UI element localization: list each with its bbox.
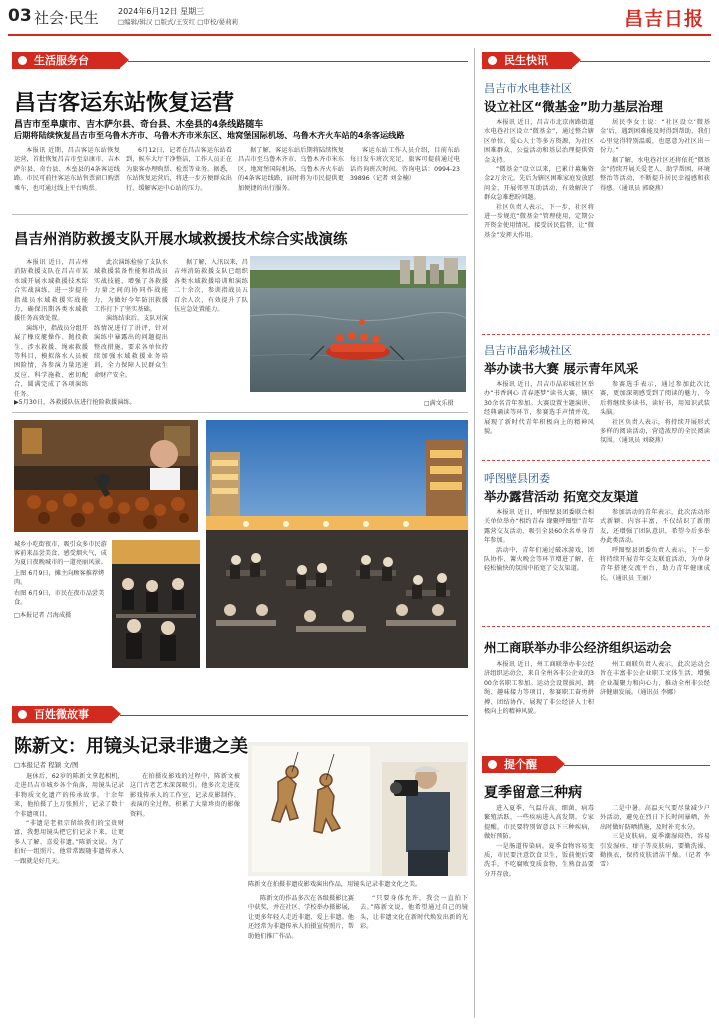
- hutubi-paragraph: 本报讯 近日，呼图壁县团委联合相关单位举办“相约青春 缘聚呼图壁”青年露营交友活动，吸引全县60余名单身青年参加。: [484, 509, 594, 545]
- bus-col-1: [14, 146, 120, 208]
- water-col-2: [600, 118, 710, 330]
- bus-paragraph: 据了解，客运东站后期将陆续恢复昌吉市至乌鲁木齐市、乌鲁木齐市米东区、地窝堡国际机场、乌鲁木齐火车站的4条客运线路，届时将为市民提供更加便捷的出行服务。: [238, 147, 344, 192]
- hutubi-paragraph: 呼图壁县团委负责人表示，下一步将持续开展青年交友联谊活动，为单身青年搭建交流平台，助力青年健康成长。（通讯员 王丽）: [600, 546, 710, 582]
- bus-col-3: [238, 146, 344, 208]
- federation-headline: 州工商联举办非公经济组织运动会: [484, 640, 672, 655]
- chen-paragraph: 陈新文的作品多次在各级摄影比赛中获奖，并在社区、学校举办摄影展，让更多年轻人走近非遗、爱上非遗。他还经常为非遗传承人拍摄宣传照片，帮助他们推广作品。: [248, 895, 354, 940]
- masthead: [0, 0, 719, 38]
- masthead-rule: [8, 34, 711, 36]
- jingcai-col-2: [600, 380, 710, 456]
- tab-tips-label: 提个醒: [504, 758, 537, 771]
- barbecue-image: [14, 420, 198, 532]
- summer-paragraph: 进入夏季，气温升高，细菌、病毒繁殖活跃，一些疾病进入高发期。专家提醒，市民要特别留意以下三种疾病，做好预防。: [484, 805, 594, 841]
- chen-col-2: [130, 772, 240, 1016]
- photographer-image: [248, 742, 468, 876]
- chen-headline: 陈新文：用镜头记录非遗之美: [14, 736, 248, 757]
- barbecue-photo: [14, 420, 198, 532]
- jingcai-paragraph: 社区负责人表示，将持续开展形式多样的阅读活动，营造浓厚的全民阅读氛围。（通讯员 刘晓燕）: [600, 418, 710, 445]
- tab-tips: [482, 756, 556, 773]
- fire-col-1: [14, 258, 88, 398]
- tab-people-express-label: 民生快讯: [504, 54, 548, 67]
- water-paragraph: 社区负责人表示，下一步，社区将进一步规范“微基金”管理使用，定期公开资金使用情况，接受居民监督，让“微基金”发挥大作用。: [484, 203, 594, 239]
- night-market-photo-2: [112, 540, 200, 668]
- jingcai-col-1: [484, 380, 594, 456]
- divider: [482, 626, 710, 627]
- federation-paragraph: 州工商联负责人表示，此次运动会旨在丰富非公企业职工文体生活，增强企业凝聚力和向心力，推动全州非公经济健康发展。（通讯员 李娜）: [600, 661, 710, 697]
- page-number: 03: [8, 6, 32, 26]
- water-headline: 设立社区“微基金”助力基层治理: [484, 99, 663, 114]
- chen-col-1: [14, 772, 124, 1016]
- fire-paragraph: 据了解，入汛以来，昌吉州消防救援支队已组织各类水域救援培训和演练二十余次，参训指战员五百余人次，有效提升了队伍应急处置能力。: [174, 259, 248, 314]
- hutubi-headline: 举办露营活动 拓宽交友渠道: [484, 489, 639, 504]
- chen-photo: [248, 742, 468, 876]
- water-paragraph: “微基金”设立以来，已累计募集资金2万余元，先后为辖区困难家庭发放慰问金、开展邻里互助活动，有效解决了群众急难愁盼问题。: [484, 166, 594, 202]
- summer-col-1: [484, 804, 594, 1016]
- divider: [482, 334, 710, 335]
- hutubi-paragraph: 参加活动的青年表示，此次活动形式新颖、内容丰富，不仅结识了新朋友，还增强了团队意识，希望今后多举办此类活动。: [600, 509, 710, 545]
- fire-col-3: [174, 258, 248, 398]
- night-market-image-2: [112, 540, 200, 668]
- jingcai-headline: 举办读书大赛 展示青年风采: [484, 361, 639, 376]
- night-market-credit: □本报记者 吕海成摄: [14, 612, 72, 619]
- editor-credits: □编辑/辑汉 □版式/王安红 □审校/晏莉莉: [118, 18, 239, 26]
- fire-headline: 昌吉州消防救援支队开展水域救援技术综合实战演练: [14, 232, 348, 248]
- hutubi-col-1: [484, 508, 594, 620]
- fire-paragraph: 本报讯 近日，昌吉州消防救援支队在昌吉市某水域开展水域救援技术综合实战演练，进一步提升指战员水域救援实战能力，确保汛期各类水域救援任务高效处置。: [14, 259, 88, 323]
- issue-date: 2024年6月12日 星期三: [118, 7, 205, 16]
- fire-col-2: [94, 258, 168, 398]
- lake-rescue-image: [250, 256, 466, 392]
- chen-col-3: [248, 894, 354, 1016]
- jingcai-paragraph: 参赛选手表示，通过参加此次比赛，更加深刻感受到了阅读的魅力，今后将继续多读书、读好书，用知识武装头脑。: [600, 381, 710, 417]
- water-paragraph: 居民李女士说：“社区设立‘微基金’后，遇到困难能及时得到帮助，我们心里觉得特别温暖，也愿意为社区出一份力。”: [600, 119, 710, 155]
- bus-paragraph: 本报讯 近期，昌吉客运东站恢复运营，首批恢复昌吉市至阜康市、吉木萨尔县、奇台县、木垒县的4条客运线路。市民可前往客运东站售票窗口购票乘车，也可通过线上平台购票。: [14, 147, 120, 192]
- bus-col-2: [126, 146, 232, 208]
- newspaper-logo: 昌吉日报: [624, 8, 705, 30]
- water-paragraph: 据了解，水电巷社区还将依托“微基金”持续开展关爱老人、助学帮困、环境整治等活动，不断提升居民幸福感和获得感。（通讯员 郭晓燕）: [600, 156, 710, 192]
- night-market-caption-box: [14, 540, 110, 668]
- tab-line: [128, 61, 468, 62]
- fire-photo-credit: □满文乐摄: [424, 400, 454, 407]
- summer-paragraph: 二是中暑。高温天气要尽量减少户外活动，避免在烈日下长时间暴晒，外出时做好防晒措施，及时补充水分。: [600, 805, 710, 831]
- summer-paragraph: 三是皮肤病。夏季潮湿闷热，容易引发湿疹、痱子等皮肤病，要勤洗澡、勤换衣，保持皮肤清洁干燥。（记者 李雪）: [600, 833, 710, 869]
- divider: [12, 214, 468, 215]
- tab-hundred-surnames: [12, 706, 112, 723]
- summer-col-2: [600, 804, 710, 1016]
- tab-line: [580, 61, 710, 62]
- night-market-photo: [206, 420, 468, 668]
- night-market-caption-3: 右图 6月9日，市民在夜市品尝美食。: [14, 590, 105, 606]
- tab-life-service: [12, 52, 120, 69]
- bus-col-4: [350, 146, 460, 208]
- chen-paragraph: “只要身体允许，我会一直拍下去。”陈新文说，他希望通过自己的镜头，让非遗文化在新时代焕发出新的光彩。: [360, 895, 468, 931]
- chen-paragraph: 退休后，62岁的陈新文拿起相机，走进昌吉市城乡各个角落，用镜头记录非物质文化遗产的传承故事。十余年来，他拍摄了上万张照片，记录了数十个非遗项目。: [14, 773, 124, 818]
- tab-people-express: [482, 52, 572, 69]
- tab-line: [120, 715, 468, 716]
- water-kicker: 昌吉市水电巷社区: [484, 82, 572, 95]
- fire-paragraph: 演练中，指战员分组开展了橡皮艇操作、抛投救生、涉水救援、绳索救援等科目，模拟落水人员被困险情，各参演力量迅速反应、科学施救、密切配合，圆满完成了各项演练任务。: [14, 324, 88, 398]
- jingcai-paragraph: 本报讯 近日，昌吉市晶彩城社区举办“书香润心 青春逐梦”读书大赛，辖区30余名青年参加。大赛设置主题演讲、经典诵读等环节，参赛选手声情并茂，展现了新时代青年积极向上的精神风貌。: [484, 381, 594, 436]
- federation-col-2: [600, 660, 710, 746]
- summer-headline: 夏季留意三种病: [484, 785, 582, 801]
- tab-line: [564, 765, 710, 766]
- night-market-image: [206, 420, 468, 668]
- summer-paragraph: 一是肠道传染病。夏季食物容易变质，市民要注意饮食卫生，饭前便后要洗手，不吃腐败变质食物，生熟食品要分开存放。: [484, 842, 594, 878]
- federation-paragraph: 本报讯 近日，州工商联举办非公经济组织运动会，来自全州各非公企业的300余名职工参加。运动会设置拔河、跳绳、趣味接力等项目，参赛职工奋勇拼搏、团结协作，展现了非公经济人士积极向上的精神风貌。: [484, 661, 594, 716]
- fire-paragraph: 此次演练检验了支队水域救援装备性能和指战员实战技能，增强了各救援力量之间的协同作战能力，为做好今年防汛救援工作打下了坚实基础。: [94, 259, 168, 314]
- chen-photo-caption: 陈新文在拍摄非遗皮影戏演出作品，用镜头记录非遗文化之美。: [248, 881, 422, 888]
- federation-col-1: [484, 660, 594, 746]
- night-market-caption-1: 城乡小吃街夜市，吸引众多市民游客前来品尝美食、感受烟火气，成为夏日夜晚城市的一道亮丽风景。: [14, 541, 107, 566]
- divider: [12, 412, 468, 413]
- bus-subtitle-2: 后期将陆续恢复昌吉市至乌鲁木齐市、乌鲁木齐市米东区、地窝堡国际机场、乌鲁木齐火车站的4条客运线路: [14, 130, 405, 140]
- hutubi-paragraph: 活动中，青年们通过破冰游戏、团队协作、篝火晚会等环节增进了解，在轻松愉快的氛围中拓宽了交友渠道。: [484, 546, 594, 573]
- water-col-1: [484, 118, 594, 330]
- night-market-caption-2: 上图 6月9日，摊主向顾客推荐烤肉。: [14, 570, 105, 586]
- column-divider: [474, 48, 475, 1018]
- chen-paragraph: 在拍摄皮影戏的过程中，陈新文被这门古老艺术深深吸引。他多次走进皮影戏传承人的工作室，记录皮影制作、表演的全过程，积累了大量珍贵的影像资料。: [130, 773, 240, 818]
- bus-subtitle-1: 昌吉市至阜康市、吉木萨尔县、奇台县、木垒县的4条线路随车: [14, 120, 264, 130]
- bus-paragraph: 客运东站工作人员介绍，目前东站每日发车班次充足，旅客可提前通过电话咨询班次时间。咨询电话：0994-2339896（记者 刘金楠）: [350, 147, 460, 183]
- divider: [482, 460, 710, 461]
- bus-headline: 昌吉客运东站恢复运营: [14, 91, 235, 116]
- tab-hundred-surnames-label: 百姓微故事: [34, 708, 89, 721]
- water-paragraph: 本报讯 近日，昌吉市北京南路街道水电巷社区设立“微基金”，通过整合辖区单位、爱心人士等多方资源，为社区困难群众、公益活动和基层治理提供资金支持。: [484, 119, 594, 164]
- fire-photo: [250, 256, 466, 392]
- chen-byline: □本报记者 程颖 文/图: [14, 761, 79, 769]
- bus-paragraph: 6月12日，记者在昌吉客运东站看到，候车大厅干净整洁，工作人员正在为旅客办理购票、检票等业务。据悉，东站恢复运营后，将进一步方便群众出行，缓解客运中心站的压力。: [126, 147, 232, 192]
- fire-paragraph: 演练结束后，支队对演练情况进行了讲评，针对演练中暴露出的问题提出整改措施，要求各单位持续加强水域救援业务培训，全力保障人民群众生命财产安全。: [94, 315, 168, 379]
- chen-col-4: [360, 894, 468, 1016]
- chen-paragraph: “非遗是老祖宗留给我们的宝贵财富，我想用镜头把它们记录下来，让更多人了解、喜爱非遗。”陈新文说。为了拍好一组照片，他常常跟随非遗传承人一跟就是好几天。: [14, 820, 124, 865]
- section-name: 社会·民生: [34, 9, 99, 27]
- fire-photo-caption: ▶5月30日，各救援队伍进行抢险救援演练。: [14, 399, 136, 406]
- hutubi-kicker: 呼图壁县团委: [484, 472, 550, 485]
- jingcai-kicker: 昌吉市晶彩城社区: [484, 344, 572, 357]
- tab-life-service-label: 生活服务台: [34, 54, 89, 67]
- hutubi-col-2: [600, 508, 710, 620]
